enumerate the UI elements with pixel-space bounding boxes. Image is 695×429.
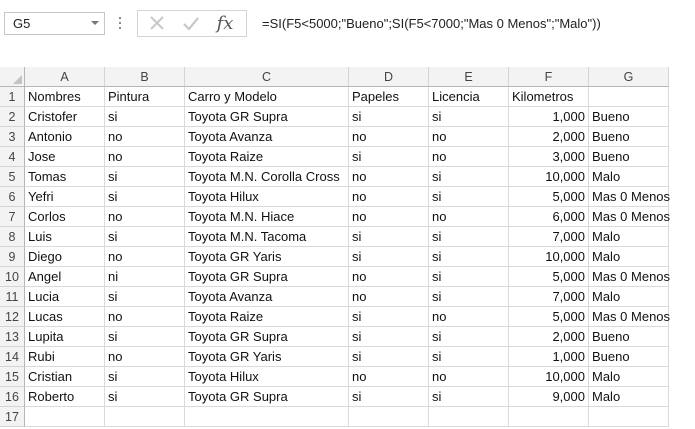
cell-f5[interactable]: 10,000 <box>509 167 589 187</box>
cell-c9[interactable]: Toyota GR Yaris <box>185 247 349 267</box>
cell-a16[interactable]: Roberto <box>25 387 105 407</box>
cell-b11[interactable]: si <box>105 287 185 307</box>
row-header-11[interactable]: 11 <box>0 287 25 307</box>
cell-d13[interactable]: si <box>349 327 429 347</box>
cell-e3[interactable]: no <box>429 127 509 147</box>
cell-f2[interactable]: 1,000 <box>509 107 589 127</box>
cell-f14[interactable]: 1,000 <box>509 347 589 367</box>
cell-e1[interactable]: Licencia <box>429 87 509 107</box>
cell-a11[interactable]: Lucia <box>25 287 105 307</box>
cell-f11[interactable]: 7,000 <box>509 287 589 307</box>
cell-c6[interactable]: Toyota Hilux <box>185 187 349 207</box>
cell-e16[interactable]: si <box>429 387 509 407</box>
cell-a15[interactable]: Cristian <box>25 367 105 387</box>
row-header-9[interactable]: 9 <box>0 247 25 267</box>
cell-e7[interactable]: no <box>429 207 509 227</box>
cell-d8[interactable]: si <box>349 227 429 247</box>
close-icon <box>142 11 172 36</box>
cell-b1[interactable]: Pintura <box>105 87 185 107</box>
row-header-1[interactable]: 1 <box>0 87 25 107</box>
cell-d3[interactable]: no <box>349 127 429 147</box>
cell-a5[interactable]: Tomas <box>25 167 105 187</box>
cell-g5[interactable]: Malo <box>589 167 669 187</box>
cell-c17[interactable] <box>185 407 349 427</box>
cell-b12[interactable]: no <box>105 307 185 327</box>
cell-g14[interactable]: Bueno <box>589 347 669 367</box>
cell-g17[interactable] <box>589 407 669 427</box>
name-box-value: G5 <box>13 16 31 31</box>
cell-d7[interactable]: no <box>349 207 429 227</box>
cell-b6[interactable]: si <box>105 187 185 207</box>
cell-g16[interactable]: Malo <box>589 387 669 407</box>
row-header-4[interactable]: 4 <box>0 147 25 167</box>
cell-g15[interactable]: Malo <box>589 367 669 387</box>
cell-c10[interactable]: Toyota GR Supra <box>185 267 349 287</box>
cell-f7[interactable]: 6,000 <box>509 207 589 227</box>
cell-c14[interactable]: Toyota GR Yaris <box>185 347 349 367</box>
cell-g4[interactable]: Bueno <box>589 147 669 167</box>
row-header-5[interactable]: 5 <box>0 167 25 187</box>
cell-a7[interactable]: Corlos <box>25 207 105 227</box>
row-header-15[interactable]: 15 <box>0 367 25 387</box>
cell-b2[interactable]: si <box>105 107 185 127</box>
cell-b8[interactable]: si <box>105 227 185 247</box>
spreadsheet-grid <box>0 67 695 429</box>
formula-bar-resize-handle[interactable] <box>118 12 121 34</box>
cell-f12[interactable]: 5,000 <box>509 307 589 327</box>
cell-e4[interactable]: no <box>429 147 509 167</box>
cell-f8[interactable]: 7,000 <box>509 227 589 247</box>
cell-d6[interactable]: no <box>349 187 429 207</box>
row-header-13[interactable]: 13 <box>0 327 25 347</box>
cell-b9[interactable]: no <box>105 247 185 267</box>
row-header-10[interactable]: 10 <box>0 267 25 287</box>
row-header-16[interactable]: 16 <box>0 387 25 407</box>
cell-c1[interactable]: Carro y Modelo <box>185 87 349 107</box>
cell-a4[interactable]: Jose <box>25 147 105 167</box>
select-all-icon <box>13 75 22 84</box>
cell-a14[interactable]: Rubi <box>25 347 105 367</box>
cell-c11[interactable]: Toyota Avanza <box>185 287 349 307</box>
column-header-d[interactable]: D <box>349 67 429 87</box>
cell-b3[interactable]: no <box>105 127 185 147</box>
insert-function-button[interactable] <box>210 11 240 36</box>
column-header-e[interactable]: E <box>429 67 509 87</box>
cell-c8[interactable]: Toyota M.N. Tacoma <box>185 227 349 247</box>
cell-g12[interactable]: Mas 0 Menos <box>589 307 669 327</box>
cell-a1[interactable]: Nombres <box>25 87 105 107</box>
cell-e8[interactable]: si <box>429 227 509 247</box>
cell-d17[interactable] <box>349 407 429 427</box>
cell-c3[interactable]: Toyota Avanza <box>185 127 349 147</box>
cell-b17[interactable] <box>105 407 185 427</box>
cell-e2[interactable]: si <box>429 107 509 127</box>
cell-e10[interactable]: si <box>429 267 509 287</box>
cell-a9[interactable]: Diego <box>25 247 105 267</box>
formula-bar-buttons <box>137 10 247 37</box>
cell-g7[interactable]: Mas 0 Menos <box>589 207 669 227</box>
cell-g11[interactable]: Malo <box>589 287 669 307</box>
cell-f13[interactable]: 2,000 <box>509 327 589 347</box>
cell-g13[interactable]: Bueno <box>589 327 669 347</box>
cell-d12[interactable]: si <box>349 307 429 327</box>
cell-c2[interactable]: Toyota GR Supra <box>185 107 349 127</box>
cell-e6[interactable]: si <box>429 187 509 207</box>
cell-a17[interactable] <box>25 407 105 427</box>
cell-f3[interactable]: 2,000 <box>509 127 589 147</box>
chevron-down-icon[interactable] <box>91 21 99 25</box>
cell-f9[interactable]: 10,000 <box>509 247 589 267</box>
cell-d5[interactable]: no <box>349 167 429 187</box>
row-header-8[interactable]: 8 <box>0 227 25 247</box>
column-header-c[interactable]: C <box>185 67 349 87</box>
cell-f10[interactable]: 5,000 <box>509 267 589 287</box>
cell-c13[interactable]: Toyota GR Supra <box>185 327 349 347</box>
fx-icon: fx <box>216 13 234 34</box>
row-header-12[interactable]: 12 <box>0 307 25 327</box>
cell-b4[interactable]: no <box>105 147 185 167</box>
cell-b7[interactable]: no <box>105 207 185 227</box>
cell-d1[interactable]: Papeles <box>349 87 429 107</box>
select-all-button[interactable] <box>0 67 25 87</box>
row-header-7[interactable]: 7 <box>0 207 25 227</box>
cell-b5[interactable]: si <box>105 167 185 187</box>
row-header-17[interactable]: 17 <box>0 407 25 427</box>
cell-c12[interactable]: Toyota Raize <box>185 307 349 327</box>
cell-c5[interactable]: Toyota M.N. Corolla Cross <box>185 167 349 187</box>
column-header-b[interactable]: B <box>105 67 185 87</box>
cell-b14[interactable]: no <box>105 347 185 367</box>
cell-a8[interactable]: Luis <box>25 227 105 247</box>
cell-b16[interactable]: si <box>105 387 185 407</box>
cell-f16[interactable]: 9,000 <box>509 387 589 407</box>
cell-d16[interactable]: si <box>349 387 429 407</box>
cell-a13[interactable]: Lupita <box>25 327 105 347</box>
cell-e5[interactable]: si <box>429 167 509 187</box>
cell-g1[interactable] <box>589 87 669 107</box>
cell-e14[interactable]: si <box>429 347 509 367</box>
cell-f15[interactable]: 10,000 <box>509 367 589 387</box>
cell-f1[interactable]: Kilometros <box>509 87 589 107</box>
cell-a6[interactable]: Yefri <box>25 187 105 207</box>
cell-g6[interactable]: Mas 0 Menos <box>589 187 669 207</box>
row-header-6[interactable]: 6 <box>0 187 25 207</box>
cell-d9[interactable]: si <box>349 247 429 267</box>
cell-d15[interactable]: no <box>349 367 429 387</box>
cell-a10[interactable]: Angel <box>25 267 105 287</box>
cell-g8[interactable]: Malo <box>589 227 669 247</box>
cell-d11[interactable]: no <box>349 287 429 307</box>
cell-g2[interactable]: Bueno <box>589 107 669 127</box>
cell-f17[interactable] <box>509 407 589 427</box>
cell-e12[interactable]: no <box>429 307 509 327</box>
cell-a3[interactable]: Antonio <box>25 127 105 147</box>
cancel-button[interactable] <box>142 11 172 36</box>
row-header-3[interactable]: 3 <box>0 127 25 147</box>
cell-e17[interactable] <box>429 407 509 427</box>
column-header-g[interactable]: G <box>589 67 669 87</box>
cell-c15[interactable]: Toyota Hilux <box>185 367 349 387</box>
cell-d10[interactable]: no <box>349 267 429 287</box>
row-header-14[interactable]: 14 <box>0 347 25 367</box>
cell-a2[interactable]: Cristofer <box>25 107 105 127</box>
cell-d2[interactable]: si <box>349 107 429 127</box>
name-box[interactable] <box>4 12 105 35</box>
cell-d4[interactable]: si <box>349 147 429 167</box>
cell-e9[interactable]: si <box>429 247 509 267</box>
column-header-a[interactable]: A <box>25 67 105 87</box>
cell-e13[interactable]: si <box>429 327 509 347</box>
cell-b13[interactable]: si <box>105 327 185 347</box>
cell-f4[interactable]: 3,000 <box>509 147 589 167</box>
formula-input[interactable]: =SI(F5<5000;"Bueno";SI(F5<7000;"Mas 0 Menos";"Malo")) <box>262 16 601 31</box>
enter-button[interactable] <box>176 11 206 36</box>
cell-e15[interactable]: no <box>429 367 509 387</box>
cell-d14[interactable]: si <box>349 347 429 367</box>
column-header-f[interactable]: F <box>509 67 589 87</box>
cell-f6[interactable]: 5,000 <box>509 187 589 207</box>
row-header-2[interactable]: 2 <box>0 107 25 127</box>
cell-e11[interactable]: si <box>429 287 509 307</box>
check-icon <box>176 11 206 36</box>
cell-g3[interactable]: Bueno <box>589 127 669 147</box>
cell-c7[interactable]: Toyota M.N. Hiace <box>185 207 349 227</box>
cell-a12[interactable]: Lucas <box>25 307 105 327</box>
formula-bar <box>0 0 695 52</box>
cell-b10[interactable]: ni <box>105 267 185 287</box>
cell-g10[interactable]: Mas 0 Menos <box>589 267 669 287</box>
cell-b15[interactable]: si <box>105 367 185 387</box>
cell-c16[interactable]: Toyota GR Supra <box>185 387 349 407</box>
cell-g9[interactable]: Malo <box>589 247 669 267</box>
cell-c4[interactable]: Toyota Raize <box>185 147 349 167</box>
